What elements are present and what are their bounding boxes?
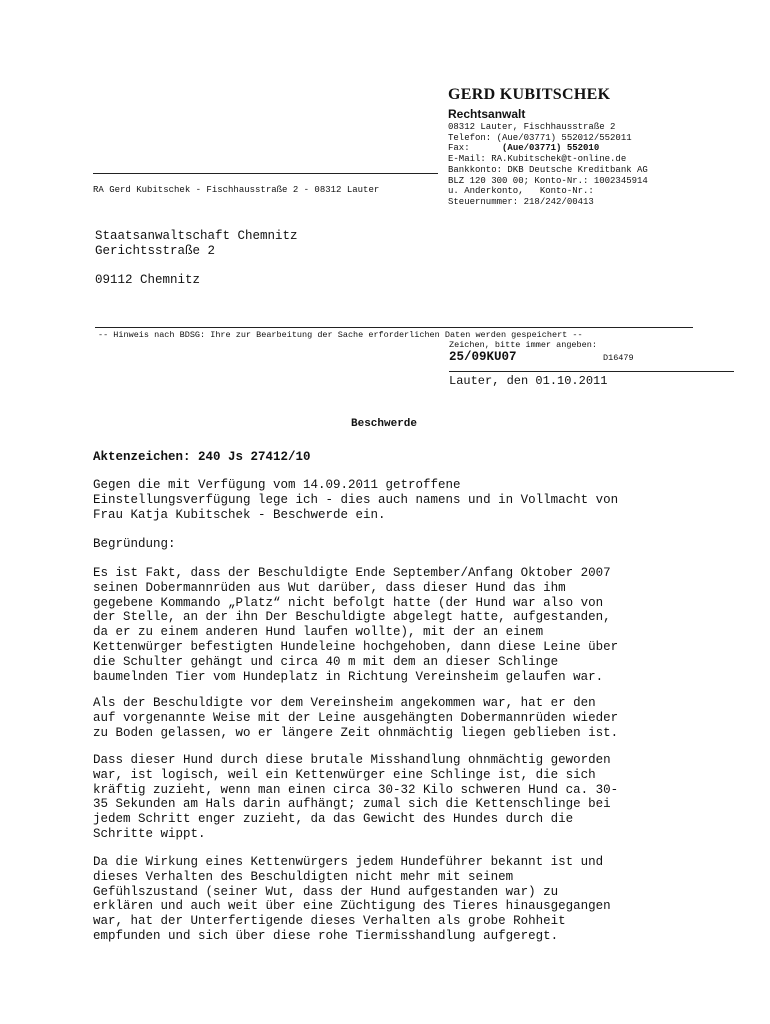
sender-divider	[93, 173, 438, 174]
letterhead-anderkonto: u. Anderkonto, Konto-Nr.:	[448, 186, 594, 197]
reference-divider	[449, 371, 734, 372]
file-number: Aktenzeichen: 240 Js 27412/10	[93, 450, 311, 464]
sender-return-address: RA Gerd Kubitschek - Fischhausstraße 2 - 08312 Lauter	[93, 185, 380, 195]
body-paragraph-3: Es ist Fakt, dass der Beschuldigte Ende September/Anfang Oktober 2007 seinen Dobermannrüden aus Wut darüber, dass dieser Hund das ihm gegebene Kommando „Platz“ nicht befolgt hatte (der Hund war also von der Stelle, an der ihn Der Beschuldigte abgelegt hatte, aufgestanden, da er zu einem anderen Hund laufen wollte), mit der an einem Kettenwürger befestigten Hundeleine hochgehoben, dann diese Leine über die Schulter gehängt und circa 40 m mit dem an dieser Schlinge baumelnden Tier vom Hundeplatz in Richtung Vereinsheim gelaufen war.	[93, 566, 619, 684]
fax-label: Fax:	[448, 143, 503, 154]
letterhead-tax-number: Steuernummer: 218/242/00413	[448, 196, 594, 207]
letterhead-bank: Bankkonto: DKB Deutsche Kreditbank AG	[448, 164, 648, 175]
letterhead-contact-block	[448, 122, 648, 208]
recipient-address	[95, 229, 298, 288]
body-paragraph-2: Begründung:	[93, 537, 176, 551]
fax-value: (Aue/03771) 552010	[502, 143, 600, 154]
letterhead-address: 08312 Lauter, Fischhausstraße 2	[448, 122, 616, 132]
document-subject: Beschwerde	[351, 418, 418, 430]
lawyer-title: Rechtsanwalt	[448, 107, 526, 121]
body-paragraph-4: Als der Beschuldigte vor dem Vereinsheim angekommen war, hat er den auf vorgenannte Weise mit der Leine ausgehängten Dobermannrüden wieder zu Boden gelassen, wo er längere Zeit ohnmächtig liegen geblieben ist.	[93, 696, 619, 740]
date-line: Lauter, den 01.10.2011	[449, 374, 608, 388]
body-paragraph-5: Dass dieser Hund durch diese brutale Misshandlung ohnmächtig geworden war, ist logisch, weil ein Kettenwürger eine Schlinge ist, die sich kräftig zuzieht, wenn man einen circa 30-32 Kilo schweren Hund ca. 30- 35 Sekunden am Hals darin aufhängt; zumal sich die Kettenschlinge bei jedem Schritt enger zuzieht, da das Gewicht des Hundes durch die Schritte wippt.	[93, 753, 619, 841]
recipient-line-1: Staatsanwaltschaft Chemnitz	[95, 229, 298, 243]
letterhead-fax	[448, 143, 648, 154]
reference-number: 25/09KU07	[449, 350, 517, 364]
bdsg-notice: -- Hinweis nach BDSG: Ihre zur Bearbeitung der Sache erforderlichen Daten werden gespeichert --	[98, 330, 583, 340]
body-paragraph-1: Gegen die mit Verfügung vom 14.09.2011 getroffene Einstellungsverfügung lege ich - dies auch namens und in Vollmacht von Frau Katja Kubitschek - Beschwerde ein.	[93, 478, 619, 522]
letterhead-phone: Telefon: (Aue/03771) 552012/552011	[448, 132, 632, 143]
letterhead-blz: BLZ 120 300 00; Konto-Nr.: 1002345914	[448, 175, 648, 186]
bdsg-divider	[95, 327, 693, 328]
letterhead-email: E-Mail: RA.Kubitschek@t-online.de	[448, 154, 627, 165]
recipient-line-2: Gerichtsstraße 2	[95, 244, 216, 258]
body-paragraph-6: Da die Wirkung eines Kettenwürgers jedem Hundeführer bekannt ist und dieses Verhalten des Beschuldigten nicht mehr mit seinem Gefühlszustand (seiner Wut, dass der Hund aufgestanden war) zu erklären und auch weit über eine Züchtigung des Tieres hinausgegangen war, hat der Unterfertigende dieses Verhalten als grobe Rohheit empfunden und sich über diese rohe Tiermisshandlung aufgeregt.	[93, 855, 611, 943]
recipient-line-3: 09112 Chemnitz	[95, 273, 201, 287]
lawyer-name: GERD KUBITSCHEK	[448, 86, 611, 103]
reference-label: Zeichen, bitte immer angeben:	[449, 340, 597, 350]
reference-code: D16479	[603, 353, 634, 363]
